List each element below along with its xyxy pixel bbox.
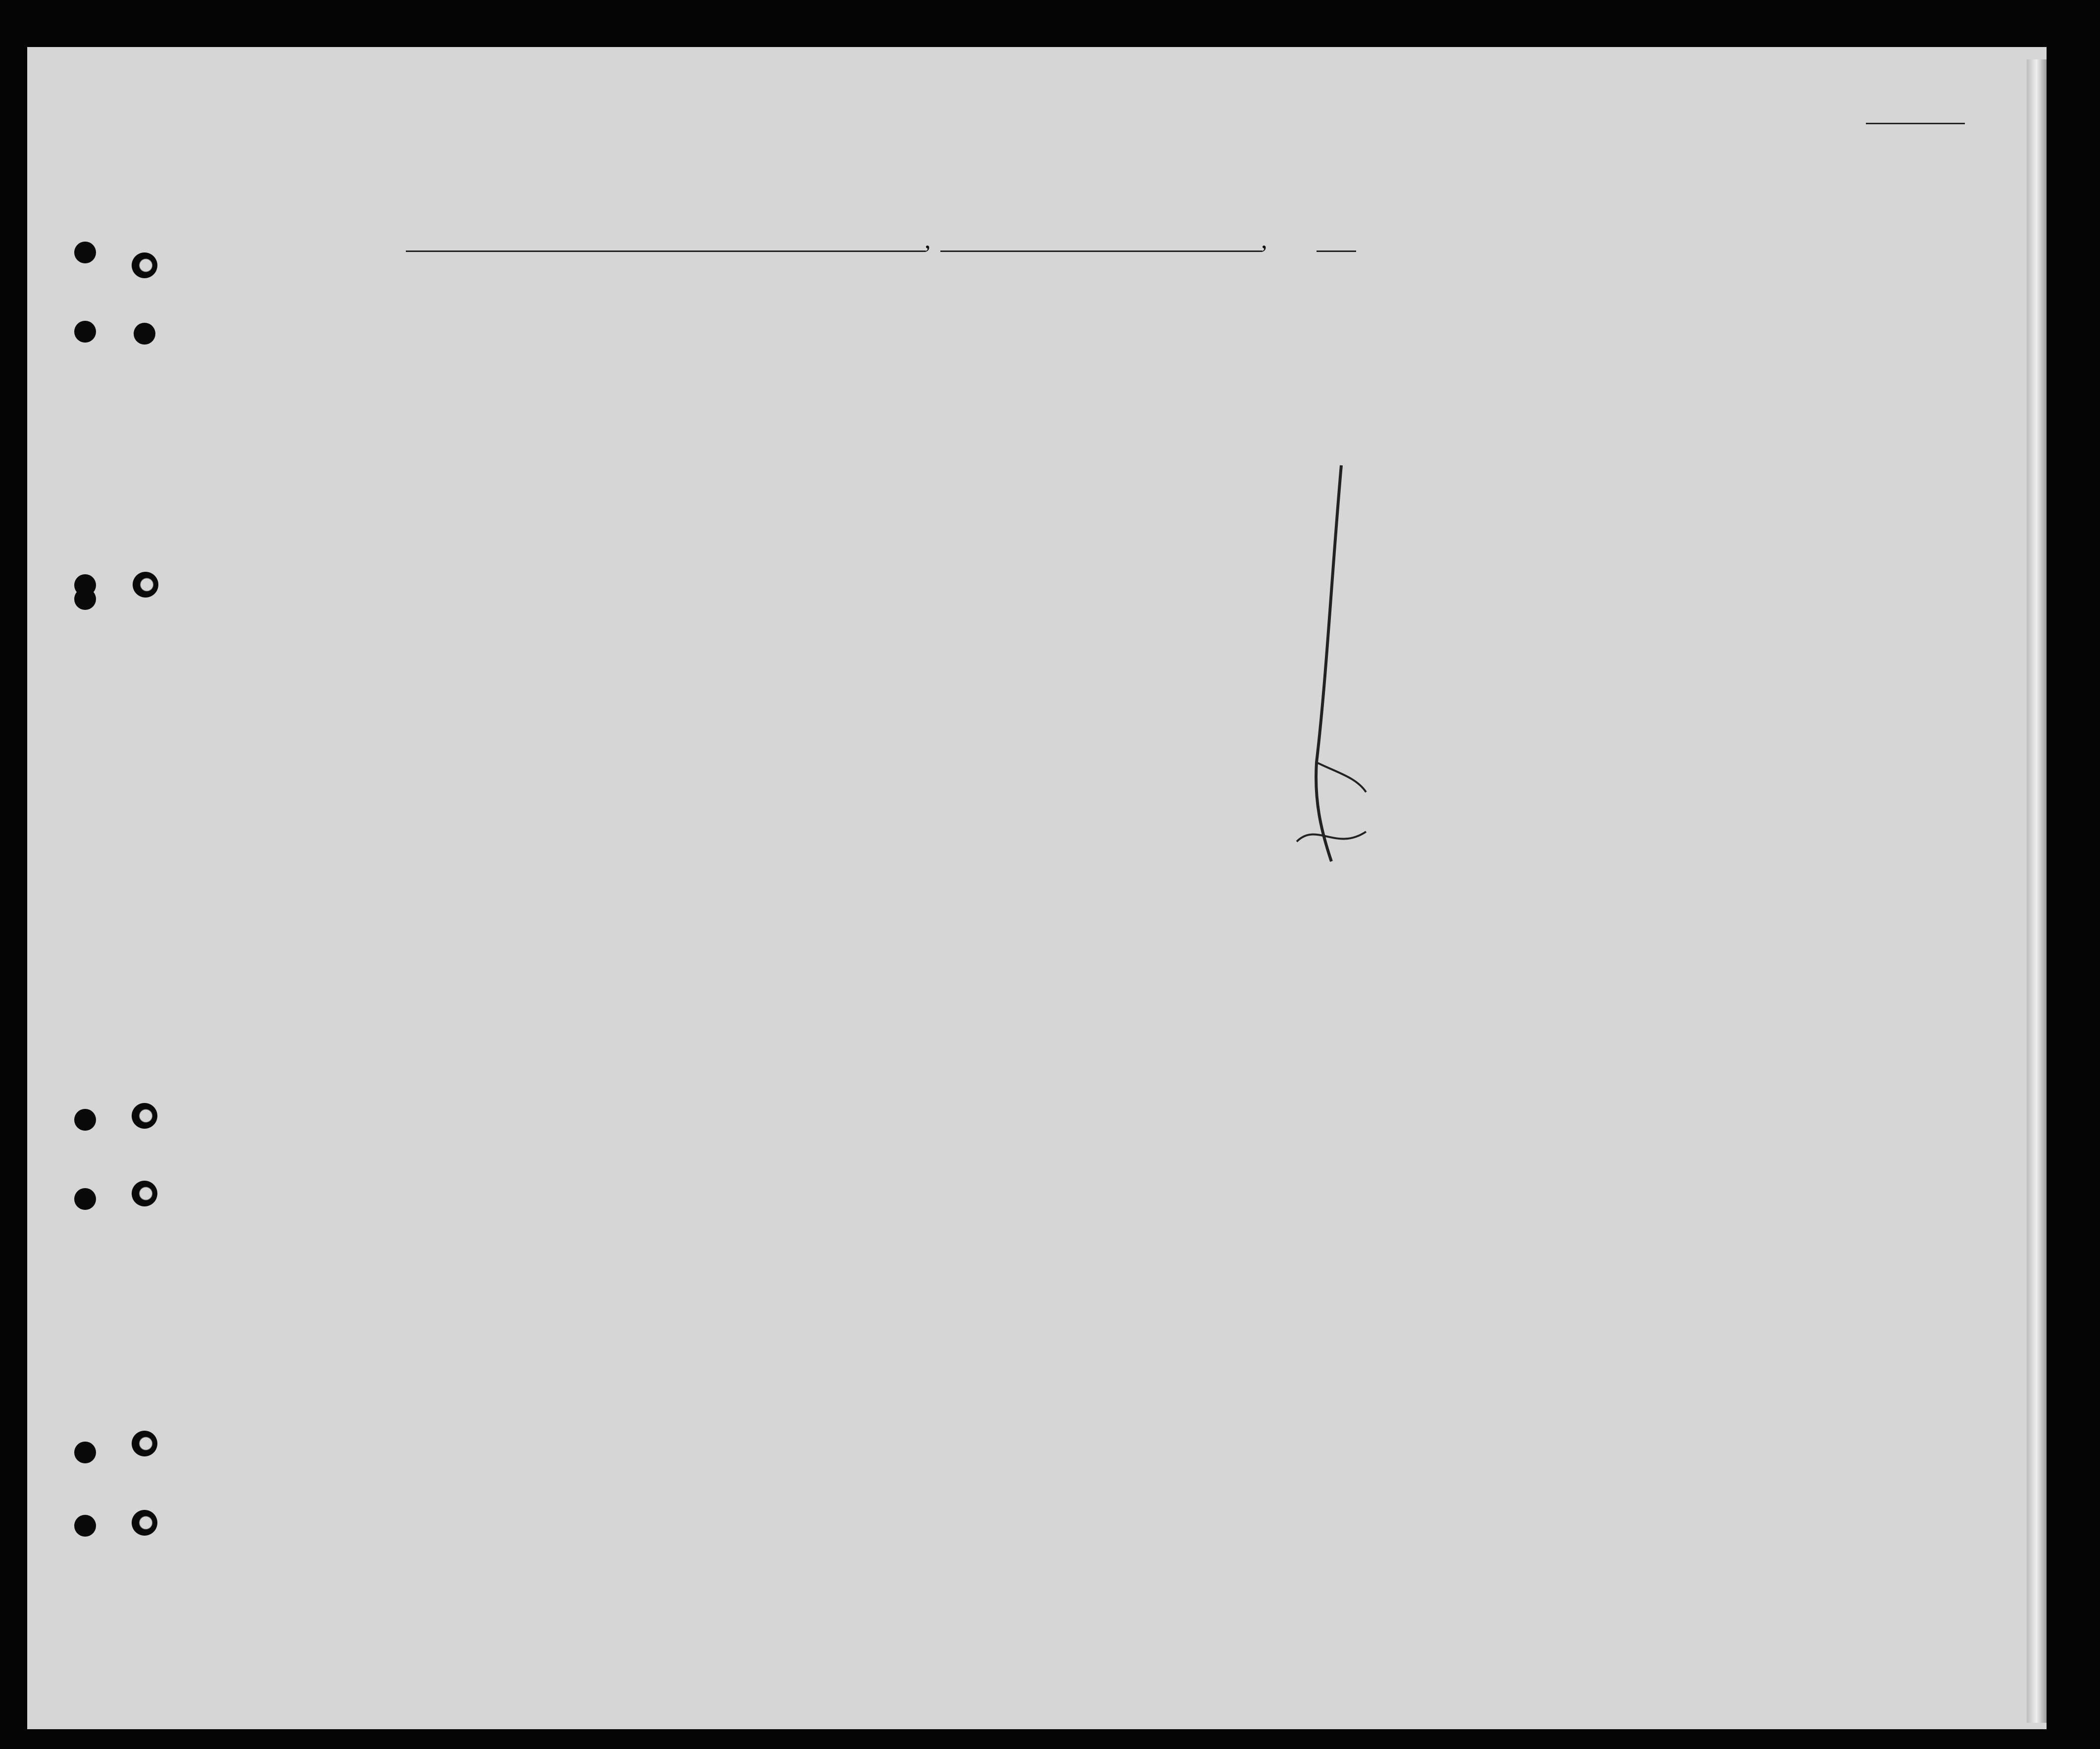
comma: , — [925, 226, 931, 253]
comma: , — [1261, 226, 1268, 253]
handwritten-strokes — [1287, 455, 1386, 886]
